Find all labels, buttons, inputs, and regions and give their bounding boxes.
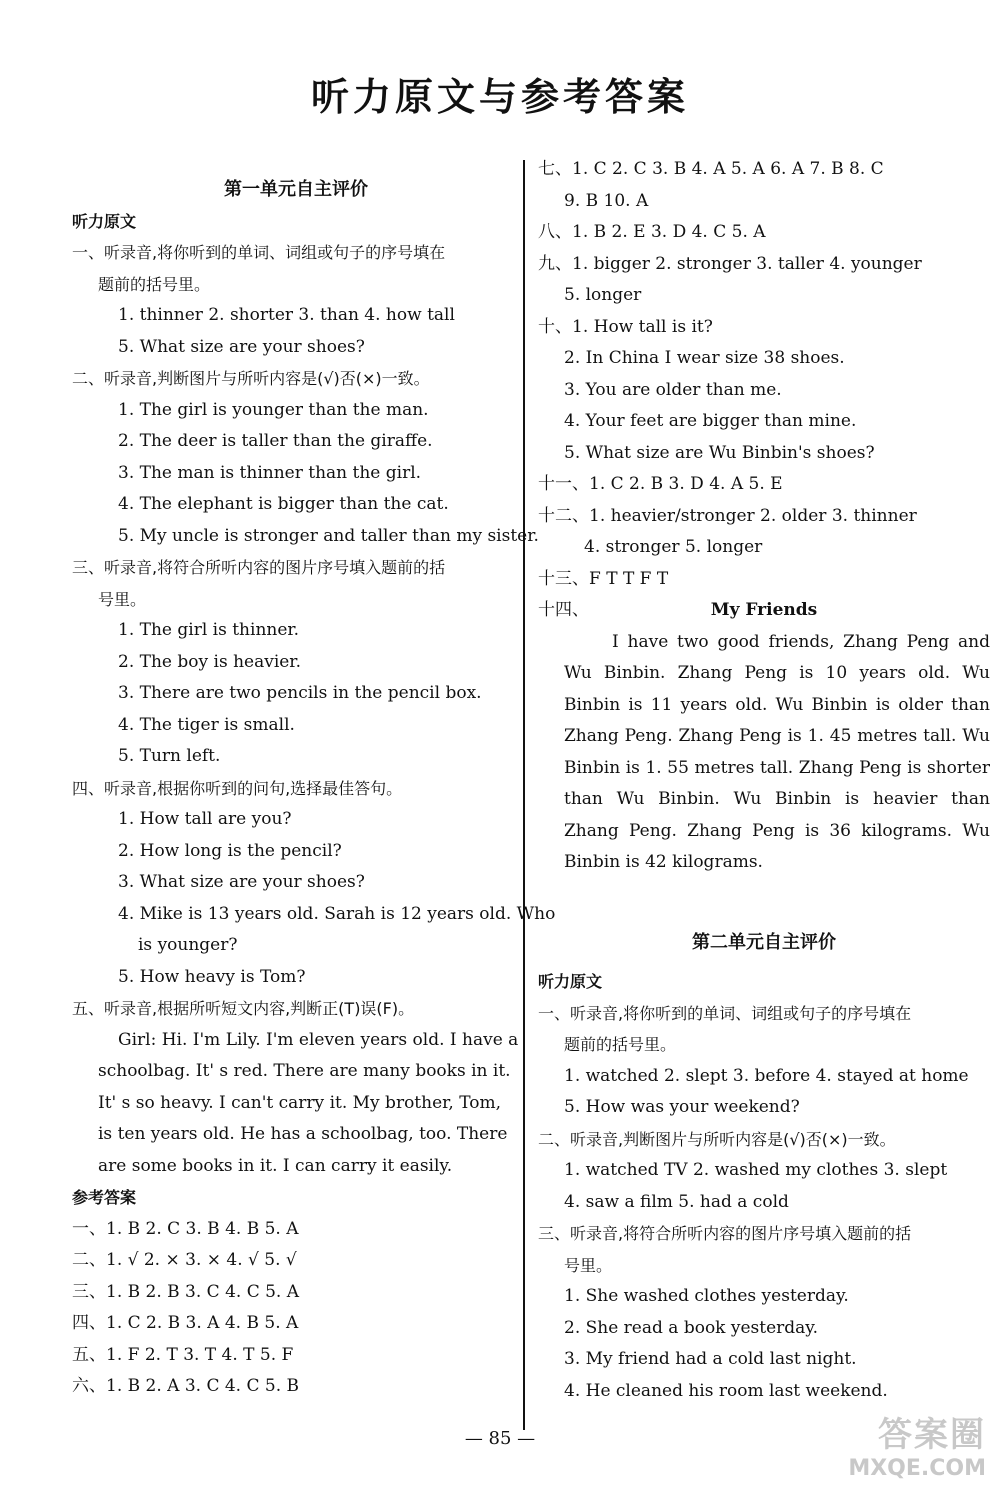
unit1-q4-item: 4. Mike is 13 years old. Sarah is 12 years old. Who — [118, 903, 556, 924]
unit1-q3-item: 4. The tiger is small. — [118, 714, 295, 735]
answer-row: 十、1. How tall is it? — [538, 316, 713, 337]
unit1-q2-item: 4. The elephant is bigger than the cat. — [118, 494, 449, 514]
unit1-q5-passage-line: Girl: Hi. I'm Lily. I'm eleven years old. I have a — [118, 1029, 519, 1050]
answer-row: 十一、1. C 2. B 3. D 4. A 5. E — [538, 474, 783, 494]
answer-row: 5. What size are Wu Binbin's shoes? — [564, 442, 875, 463]
unit2-q2-prompt: 二、听录音,判断图片与所听内容是(√)否(×)一致。 — [538, 1129, 896, 1149]
unit1-q1-prompt: 一、听录音,将你听到的单词、词组或句子的序号填在 — [72, 243, 446, 262]
unit2-q2-item: 1. watched TV 2. washed my clothes 3. slept — [564, 1160, 948, 1180]
essay-header — [538, 595, 990, 627]
answer-row: 八、1. B 2. E 3. D 4. C 5. A — [538, 222, 766, 242]
answer-row: 9. B 10. A — [564, 190, 649, 211]
unit1-q4-item: 2. How long is the pencil? — [118, 840, 342, 861]
unit2-q3-item: 2. She read a book yesterday. — [564, 1317, 819, 1338]
right-column — [538, 154, 990, 1407]
unit1-q1-item: 1. thinner 2. shorter 3. than 4. how tall — [118, 305, 455, 325]
unit2-q3-prompt-cont: 号里。 — [564, 1255, 613, 1275]
spacer — [538, 879, 990, 927]
unit2-q1-prompt: 一、听录音,将你听到的单词、词组或句子的序号填在 — [538, 1003, 912, 1023]
unit2-q3-item: 4. He cleaned his room last weekend. — [564, 1380, 888, 1401]
answer-row: 2. In China I wear size 38 shoes. — [564, 348, 845, 368]
answer-row: 4. Your feet are bigger than mine. — [564, 411, 857, 431]
unit2-heading: 第二单元自主评价 — [692, 931, 836, 953]
unit1-q3-prompt: 三、听录音,将符合所听内容的图片序号填入题前的括 — [72, 558, 446, 577]
unit1-q2-item: 1. The girl is younger than the man. — [118, 399, 429, 420]
unit1-q5-prompt: 五、听录音,根据所听短文内容,判断正(T)误(F)。 — [72, 999, 415, 1018]
unit2-q1-item: 5. How was your weekend? — [564, 1097, 800, 1117]
essay-label: 十四、 — [538, 600, 589, 620]
unit1-q4-item: 1. How tall are you? — [118, 809, 292, 829]
answer-row: 三、1. B 2. B 3. C 4. C 5. A — [72, 1281, 300, 1302]
unit1-q1-item: 5. What size are your shoes? — [118, 336, 365, 357]
unit1-answers-label: 参考答案 — [72, 1188, 137, 1207]
unit1-q2-item: 2. The deer is taller than the giraffe. — [118, 431, 433, 451]
unit1-script-label: 听力原文 — [72, 211, 137, 231]
unit2-q3-prompt: 三、听录音,将符合所听内容的图片序号填入题前的括 — [538, 1224, 912, 1243]
answer-row: 二、1. √ 2. × 3. × 4. √ 5. √ — [72, 1250, 297, 1270]
answer-row: 四、1. C 2. B 3. A 4. B 5. A — [72, 1313, 299, 1333]
unit1-q4-prompt: 四、听录音,根据你听到的问句,选择最佳答句。 — [72, 778, 403, 798]
answer-row: 4. stronger 5. longer — [584, 537, 763, 557]
unit2-q2-item: 4. saw a film 5. had a cold — [564, 1191, 789, 1212]
answer-row: 十二、1. heavier/stronger 2. older 3. thinner — [538, 505, 917, 526]
unit1-q2-item: 3. The man is thinner than the girl. — [118, 462, 422, 483]
watermark-logo: 答案圈 — [878, 1415, 986, 1455]
unit1-q1-prompt-cont: 题前的括号里。 — [98, 274, 211, 294]
unit1-q5-passage-line: schoolbag. It' s red. There are many books in it. — [98, 1061, 511, 1081]
unit1-q5-passage-line: are some books in it. I can carry it easily. — [98, 1155, 453, 1176]
page-number: — 85 — — [464, 1428, 536, 1449]
unit1-q3-item: 1. The girl is thinner. — [118, 620, 300, 640]
answer-row: 一、1. B 2. C 3. B 4. B 5. A — [72, 1218, 299, 1239]
unit2-script-label: 听力原文 — [538, 972, 603, 991]
watermark — [816, 1407, 986, 1481]
essay-title: My Friends — [710, 600, 818, 620]
unit1-q5-passage-line: It' s so heavy. I can't carry it. My brother, Tom, — [98, 1092, 501, 1113]
unit1-q4-item: 5. How heavy is Tom? — [118, 966, 306, 987]
unit1-q3-item: 3. There are two pencils in the pencil box. — [118, 683, 482, 703]
unit1-q4-item: 3. What size are your shoes? — [118, 872, 365, 892]
answer-row: 六、1. B 2. A 3. C 4. C 5. B — [72, 1376, 300, 1396]
answer-row: 3. You are older than me. — [564, 379, 782, 400]
unit1-q2-item: 5. My uncle is stronger and taller than my sister. — [118, 525, 539, 546]
unit1-q3-item: 5. Turn left. — [118, 746, 221, 766]
unit1-heading: 第一单元自主评价 — [224, 179, 368, 200]
page-title: 听力原文与参考答案 — [310, 75, 689, 119]
left-column — [72, 174, 556, 1403]
unit1-q2-prompt: 二、听录音,判断图片与所听内容是(√)否(×)一致。 — [72, 369, 430, 388]
unit2-q3-item: 3. My friend had a cold last night. — [564, 1349, 857, 1369]
answer-row: 九、1. bigger 2. stronger 3. taller 4. younger — [538, 253, 922, 274]
unit1-q3-item: 2. The boy is heavier. — [118, 651, 301, 672]
unit2-q1-prompt-cont: 题前的括号里。 — [564, 1035, 677, 1054]
answer-row: 十三、F T T F T — [538, 568, 669, 589]
unit2-q3-item: 1. She washed clothes yesterday. — [564, 1286, 849, 1306]
unit1-q5-passage-line: is ten years old. He has a schoolbag, too. There — [98, 1124, 508, 1144]
column-divider — [523, 160, 525, 1430]
essay-text: I have two good friends, Zhang Peng and Wu Binbin. Zhang Peng is 10 years old. Wu Binbin is 11 years old. Wu Binbin is older than Zhang Peng. Zhang Peng is 1. 45 metres tall. Wu Binbin is 1. 55 metres tall. Zhang Peng is shorter than Wu Binbin. Wu Binbin is heavier than Zhang Peng. Zhang Peng is 36 kilograms. Wu Binbin is 42 kilograms. — [564, 631, 990, 872]
answer-row: 七、1. C 2. C 3. B 4. A 5. A 6. A 7. B 8. C — [538, 159, 884, 179]
answer-row: 5. longer — [564, 285, 642, 305]
answer-row: 五、1. F 2. T 3. T 4. T 5. F — [72, 1344, 294, 1365]
unit1-q3-prompt-cont: 号里。 — [98, 589, 147, 609]
watermark-url: MXQE.COM — [848, 1456, 986, 1481]
unit2-q1-item: 1. watched 2. slept 3. before 4. stayed at home — [564, 1065, 969, 1086]
unit1-q4-item-cont: is younger? — [138, 935, 238, 955]
